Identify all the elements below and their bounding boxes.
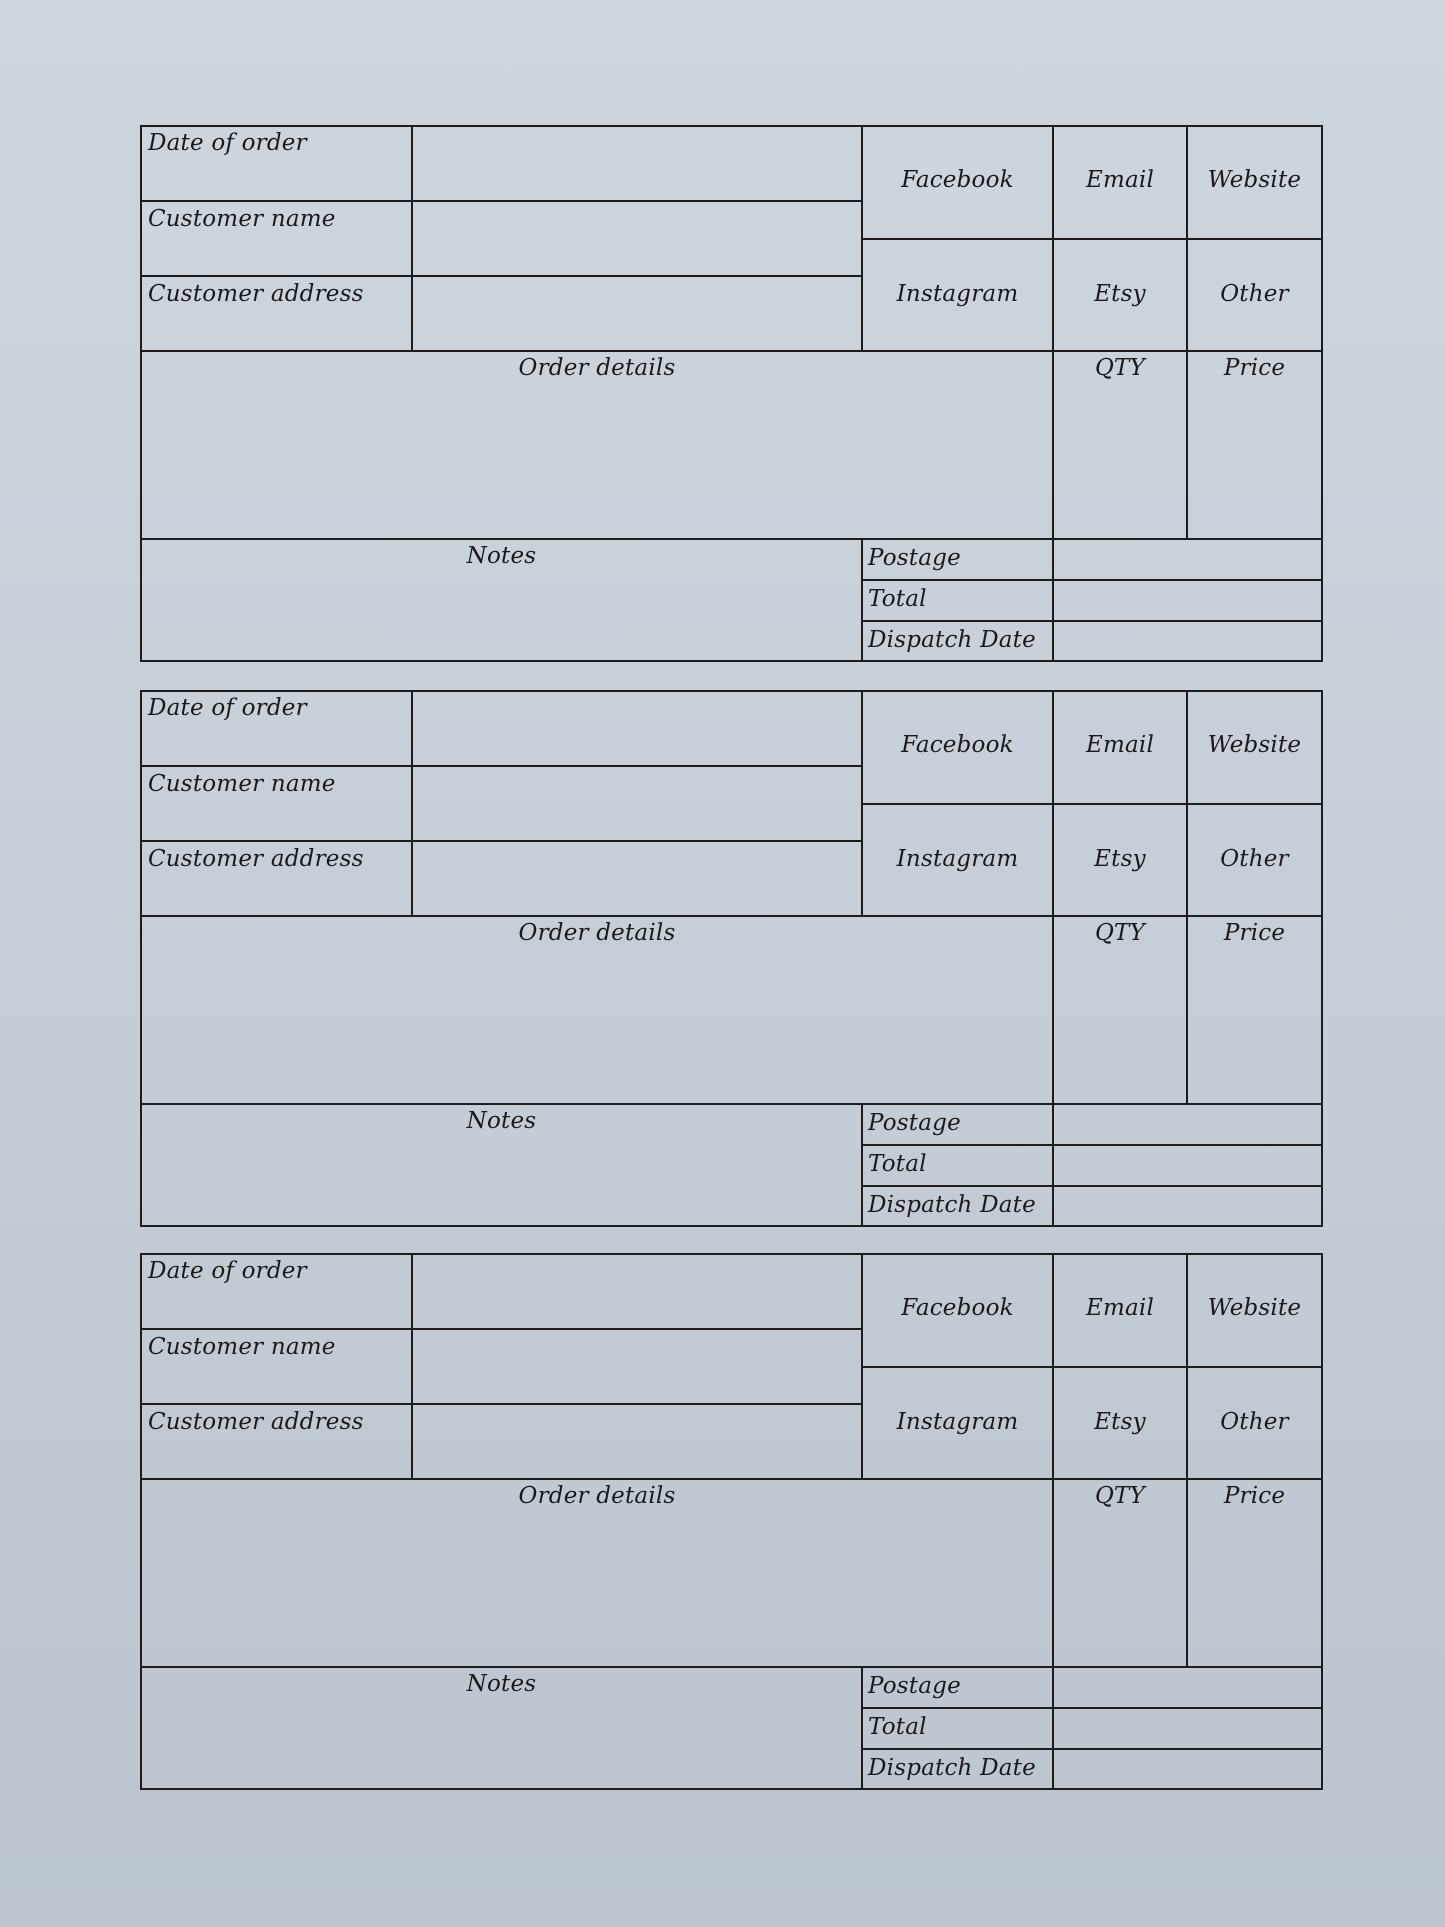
notes-label: Notes [466,1108,537,1134]
email-label: Email [1085,732,1155,758]
other-label: Other [1220,1409,1289,1435]
notes-label: Notes [466,543,537,569]
dispatch-date-label: Dispatch Date [868,1755,1036,1781]
total-label: Total [868,1714,927,1740]
customer-name-label: Customer name [148,1334,336,1360]
website-label: Website [1207,167,1302,193]
customer-name-field[interactable] [413,203,861,275]
dispatch-date-label: Dispatch Date [868,627,1036,653]
etsy-label: Etsy [1094,846,1146,872]
customer-address-label: Customer address [148,1409,364,1435]
facebook-label: Facebook [901,732,1014,758]
facebook-label: Facebook [901,1295,1014,1321]
qty-label: QTY [1095,1483,1145,1509]
total-label: Total [868,1151,927,1177]
order-form-1 [140,125,1323,662]
other-label: Other [1220,281,1289,307]
postage-label: Postage [868,1673,961,1699]
etsy-label: Etsy [1094,1409,1146,1435]
instagram-label: Instagram [896,281,1019,307]
postage-label: Postage [868,1110,961,1136]
qty-label: QTY [1095,920,1145,946]
customer-name-label: Customer name [148,771,336,797]
price-label: Price [1223,920,1286,946]
facebook-label: Facebook [901,167,1014,193]
customer-address-label: Customer address [148,846,364,872]
order-details-label: Order details [518,355,676,381]
website-label: Website [1207,1295,1302,1321]
order-details-label: Order details [518,920,676,946]
qty-label: QTY [1095,355,1145,381]
other-label: Other [1220,846,1289,872]
order-form-3 [140,1253,1323,1790]
instagram-label: Instagram [896,846,1019,872]
dispatch-date-label: Dispatch Date [868,1192,1036,1218]
date-of-order-label: Date of order [148,1258,307,1284]
price-label: Price [1223,355,1286,381]
order-form-2 [140,690,1323,1227]
customer-address-label: Customer address [148,281,364,307]
website-label: Website [1207,732,1302,758]
date-of-order-label: Date of order [148,130,307,156]
date-of-order-label: Date of order [148,695,307,721]
customer-name-label: Customer name [148,206,336,232]
etsy-label: Etsy [1094,281,1146,307]
total-label: Total [868,586,927,612]
postage-label: Postage [868,545,961,571]
instagram-label: Instagram [896,1409,1019,1435]
order-details-label: Order details [518,1483,676,1509]
notes-label: Notes [466,1671,537,1697]
email-label: Email [1085,1295,1155,1321]
email-label: Email [1085,167,1155,193]
price-label: Price [1223,1483,1286,1509]
